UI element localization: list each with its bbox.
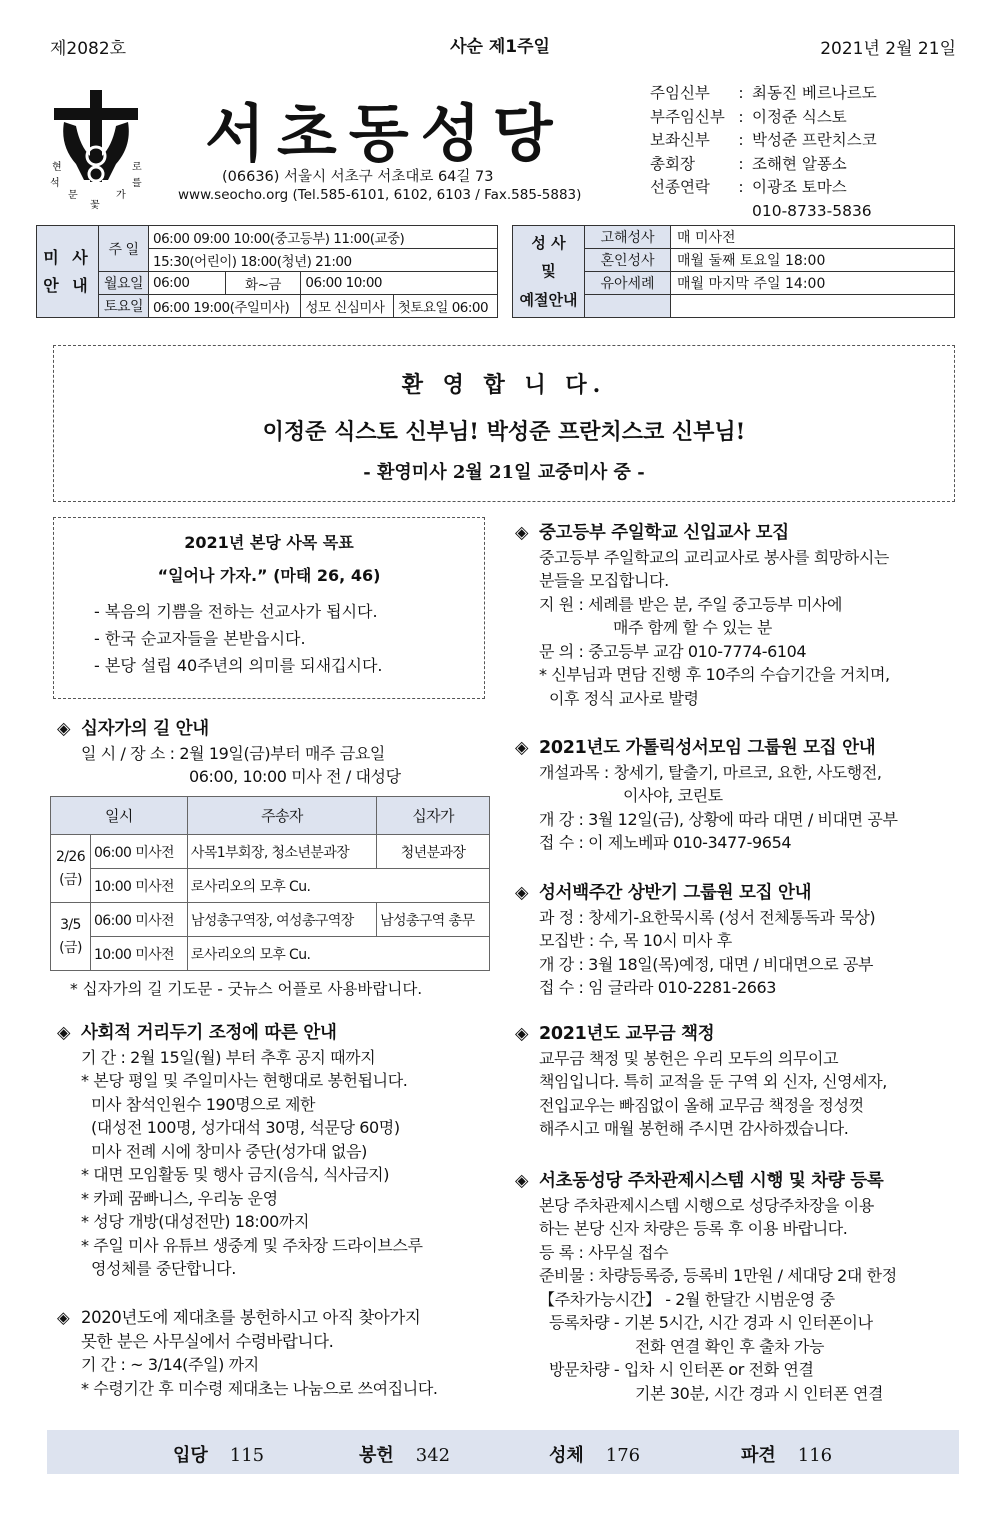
teacher-line: 분들을 모집합니다.: [539, 571, 669, 590]
staff-row: [650, 200, 877, 224]
bible-group-line: 개설과목 : 창세기, 탈출기, 마르코, 요한, 사도행전,: [539, 762, 882, 782]
column-header: 일시: [51, 797, 188, 835]
bible-week-section: [515, 882, 955, 1000]
mass-day-monday: 월요일: [99, 272, 149, 295]
mass-schedule-table: [36, 225, 498, 318]
bulletin-date: 2021년 2월 21일: [820, 39, 956, 59]
table-row: [51, 937, 490, 971]
sacraments-table: [512, 225, 955, 318]
sacrament-kind: 혼인성사: [585, 249, 671, 272]
staff-name: 이정준 식스토: [752, 107, 847, 126]
bible-week-line: 접 수 : 임 글라라 010-2281-2663: [539, 978, 777, 997]
staff-list: [650, 82, 877, 223]
section-title: ◈ 2021년도 가톨릭성서모임 그룹원 모집 안내: [515, 737, 955, 761]
distancing-line: (대성전 100명, 성가대석 30명, 석문당 60명): [91, 1118, 400, 1137]
stat-offering: 봉헌 342: [359, 1445, 451, 1466]
mass-day-saturday: 토요일: [99, 295, 149, 318]
liturgical-week: 사순 제1주일: [450, 37, 550, 57]
staff-row: 선종연락 : 이광조 토마스: [650, 176, 877, 200]
stat-dismissal: 파견 116: [741, 1445, 833, 1466]
altar-candle-section: [57, 1306, 492, 1400]
teacher-line: 중고등부 주일학교의 교리교사로 봉사를 희망하시는: [539, 547, 889, 567]
logo-char-6: 를: [132, 178, 142, 189]
way-leader: 사목1부회장, 청소년분과장: [187, 835, 376, 869]
distancing-line: 미사 참석인원수 190명으로 제한: [91, 1094, 316, 1114]
way-date: 3/5 (금): [51, 903, 91, 971]
candle-line: * 수령기간 후 미수령 제대초는 나눔으로 쓰여집니다.: [81, 1378, 438, 1398]
distancing-line: * 본당 평일 및 주일미사는 현행대로 봉헌됩니다.: [81, 1071, 408, 1090]
section-title: ◈ 성서백주간 상반기 그룹원 모집 안내: [515, 882, 955, 906]
list-item: - 한국 순교자들을 본받읍시다.: [94, 629, 306, 648]
dues-line: 해주시고 매월 봉헌해 주시면 감사하겠습니다.: [539, 1119, 849, 1138]
parking-line: 등 록 : 사무실 접수: [539, 1242, 669, 1262]
section-title: ◈ 사회적 거리두기 조정에 따른 안내: [57, 1022, 492, 1046]
dues-section: [515, 1023, 955, 1141]
way-time: 10:00 미사전: [91, 937, 188, 971]
bible-week-line: 모집반 : 수, 목 10시 미사 후: [539, 931, 732, 950]
way-leader: 로사리오의 모후 Cu.: [187, 869, 489, 903]
way-note: * 십자가의 길 기도문 - 굿뉴스 어플로 사용바랍니다.: [70, 980, 423, 998]
table-row: [51, 835, 490, 869]
goals-verse: “일어나 가자.” (마태 26, 46): [157, 566, 381, 585]
goals-title: 2021년 본당 사목 목표: [184, 533, 354, 552]
candle-line: 못한 분은 사무실에서 수령바랍니다.: [81, 1331, 334, 1351]
way-cross-bearer: 청년분과장: [377, 835, 490, 869]
way-of-cross-section: [57, 718, 492, 789]
dues-line: 책임입니다. 특히 교적을 둔 구역 외 신자, 신영세자,: [539, 1072, 887, 1091]
diamond-bullet-icon: ◈: [515, 738, 529, 758]
bible-week-line: 개 강 : 3월 18일(목)예정, 대면 / 비대면으로 공부: [539, 954, 874, 974]
distancing-line: * 주일 미사 유튜브 생중계 및 주차장 드라이브스루: [81, 1235, 423, 1255]
list-item: - 본당 설립 40주년의 의미를 되새깁시다.: [94, 656, 383, 675]
issue-number: 제2082호: [50, 39, 127, 59]
diamond-bullet-icon: ◈: [515, 523, 529, 543]
dues-line: 교무금 책정 및 봉헌은 우리 모두의 의무이고: [539, 1048, 839, 1068]
section-title: ◈ 서초동성당 주차관제시스템 시행 및 차량 등록: [515, 1170, 955, 1194]
mass-saturday-time: 06:00 19:00(주일미사): [149, 295, 301, 318]
table-row: [51, 903, 490, 937]
mass-day-tuefri: 화~금: [225, 272, 301, 295]
sacrament-kind: 고해성사: [585, 226, 671, 249]
logo-char-5: 가: [116, 190, 126, 201]
distancing-section: [57, 1022, 492, 1281]
sacraments-table-title: 성 사 및 예절안내: [513, 226, 585, 318]
bible-group-line: 접 수 : 이 제노베파 010-3477-9654: [539, 833, 792, 852]
stat-entrance: 입당 115: [173, 1445, 265, 1466]
sacrament-kind-empty: [585, 295, 671, 318]
parking-section: [515, 1170, 955, 1405]
mass-sunday-times-1: 06:00 09:00 10:00(중고등부) 11:00(교중): [149, 226, 498, 249]
sacrament-time: 매월 둘째 토요일 18:00: [671, 249, 955, 272]
parking-line: 준비물 : 차량등록증, 등록비 1만원 / 세대당 2대 한정: [539, 1266, 897, 1285]
mass-monday-time: 06:00: [149, 272, 226, 295]
way-leader: 남성총구역장, 여성총구역장: [187, 903, 376, 937]
parking-line: 방문차량 - 입차 시 인터폰 or 전화 연결: [549, 1360, 814, 1379]
staff-row: 보좌신부 : 박성준 프란치스코: [650, 129, 877, 153]
table-row: [51, 869, 490, 903]
parking-line: 전화 연결 확인 후 출차 가능: [635, 1336, 825, 1356]
parking-line: 본당 주차관제시스템 시행으로 성당주차장을 이용: [539, 1195, 874, 1215]
diamond-bullet-icon: ◈: [515, 1171, 529, 1191]
teacher-recruit-section: [515, 522, 955, 710]
diamond-bullet-icon: ◈: [515, 1024, 529, 1044]
way-time: 06:00 미사전: [91, 835, 188, 869]
staff-row: 총회장 : 조해현 알퐁소: [650, 153, 877, 177]
staff-phone: 010-8733-5836: [752, 201, 872, 220]
staff-name: 이광조 토마스: [752, 178, 847, 196]
staff-role: 부주임신부: [650, 107, 725, 126]
bible-group-line: 이사야, 코린토: [623, 786, 723, 805]
sacrament-kind: 유아세례: [585, 272, 671, 295]
list-item: - 복음의 기쁨을 전하는 선교사가 됩시다.: [94, 602, 378, 621]
diamond-bullet-icon: ◈: [57, 1023, 71, 1043]
church-contact: www.seocho.org (Tel.585-6101, 6102, 6103 / Fax.585-5883): [178, 187, 582, 203]
parking-line: 등록차량 - 기본 5시간, 시간 경과 시 인터폰이나: [549, 1313, 873, 1332]
distancing-line: 미사 전례 시에 창미사 중단(성가대 없음): [91, 1141, 368, 1161]
staff-name: 최동진 베르나르도: [752, 84, 877, 102]
welcome-line-2: 이정준 식스토 신부님! 박성준 프란치스코 신부님!: [262, 419, 746, 445]
logo-char-7: 로: [132, 162, 142, 173]
staff-name: 박성준 프란치스코: [752, 131, 877, 149]
stat-communion: 성체 176: [549, 1445, 641, 1466]
logo-char-2: 석: [50, 178, 60, 189]
parking-line: 기본 30분, 시간 경과 시 인터폰 연결: [635, 1383, 884, 1403]
sacrament-time: 매월 마지막 주일 14:00: [671, 272, 955, 295]
way-leader: 로사리오의 모후 Cu.: [187, 937, 489, 971]
teacher-line: 지 원 : 세례를 받은 분, 주일 중고등부 미사에: [539, 594, 843, 614]
teacher-line: 문 의 : 중고등부 교감 010-7774-6104: [539, 641, 807, 661]
mass-saturday-first: 첫토요일 06:00: [393, 295, 497, 318]
way-of-cross-table: [50, 796, 490, 971]
pastoral-goals-box: [53, 517, 485, 699]
attendance-stats-bar: [47, 1430, 959, 1474]
mass-sunday-times-2: 15:30(어린이) 18:00(청년) 21:00: [149, 249, 498, 272]
way-cross-bearer: 남성총구역 총무: [377, 903, 490, 937]
mass-table-title: 미 사 안 내: [37, 226, 99, 318]
teacher-line: * 신부님과 면담 진행 후 10주의 수습기간을 거치며,: [539, 665, 890, 684]
candle-line: 기 간 : ~ 3/14(주일) 까지: [81, 1355, 259, 1374]
section-title: ◈ 2020년도에 제대초를 봉헌하시고 아직 찾아가지: [57, 1306, 492, 1330]
way-date: 2/26 (금): [51, 835, 91, 903]
bible-group-line: 개 강 : 3월 12일(금), 상황에 따라 대면 / 비대면 공부: [539, 809, 898, 829]
staff-role: 선종연락: [650, 178, 710, 196]
diamond-bullet-icon: ◈: [515, 883, 529, 903]
sacrament-time: 매 미사전: [671, 226, 955, 249]
welcome-line-1: 환 영 합 니 다.: [401, 372, 607, 398]
teacher-line: 이후 정식 교사로 발령: [549, 688, 699, 708]
parking-line: 하는 본당 신자 차량은 등록 후 이용 바랍니다.: [539, 1219, 848, 1238]
section-title: ◈ 십자가의 길 안내: [57, 718, 492, 742]
distancing-line: 기 간 : 2월 15일(월) 부터 추후 공지 때까지: [81, 1047, 376, 1067]
mass-day-sunday: 주 일: [99, 226, 149, 272]
cross-hands-emblem-icon: [46, 86, 146, 216]
column-header: 십자가: [377, 797, 490, 835]
logo-char-1: 현: [52, 162, 62, 173]
staff-row: 부주임신부 : 이정준 식스토: [650, 106, 877, 130]
section-title: ◈ 중고등부 주일학교 신입교사 모집: [515, 522, 955, 546]
staff-name: 조해현 알퐁소: [752, 154, 847, 173]
church-address: (06636) 서울시 서초구 서초대로 64길 73: [222, 169, 494, 185]
staff-role: [650, 200, 730, 224]
diamond-bullet-icon: ◈: [57, 1308, 70, 1327]
staff-role: 총회장: [650, 154, 695, 173]
mass-saturday-mary: 성모 신심미사: [301, 295, 393, 318]
way-time: 06:00 미사전: [91, 903, 188, 937]
diamond-bullet-icon: ◈: [57, 719, 71, 739]
mass-tuefri-time: 06:00 10:00: [301, 272, 498, 295]
staff-row: 주임신부 : 최동진 베르나르도: [650, 82, 877, 106]
teacher-line: 매주 함께 할 수 있는 분: [613, 618, 772, 637]
distancing-line: * 성당 개방(대성전만) 18:00까지: [81, 1212, 310, 1231]
distancing-line: * 카페 꿈빠니스, 우리농 운영: [81, 1188, 278, 1208]
welcome-line-3: - 환영미사 2월 21일 교중미사 중 -: [363, 462, 645, 483]
goals-list: [54, 598, 484, 679]
bible-group-section: [515, 737, 955, 855]
logo-char-3: 문: [68, 190, 78, 201]
distancing-line: * 대면 모임활동 및 행사 금지(음식, 식사금지): [81, 1165, 390, 1184]
way-time: 10:00 미사전: [91, 869, 188, 903]
sacrament-time-empty: [671, 295, 955, 318]
welcome-banner: [53, 345, 955, 502]
way-schedule-line: 06:00, 10:00 미사 전 / 대성당: [189, 767, 401, 786]
logo-char-4: 꽃: [90, 200, 100, 211]
dues-line: 전입교우는 빠짐없이 올해 교무금 책정을 정성껏: [539, 1095, 864, 1115]
parking-line: 【주차가능시간】 - 2월 한달간 시범운영 중: [539, 1289, 835, 1309]
church-name: 서초동성당: [205, 97, 565, 170]
distancing-line: 영성체를 중단합니다.: [91, 1259, 236, 1278]
bible-week-line: 과 정 : 창세기-요한묵시록 (성서 전체통독과 묵상): [539, 907, 876, 927]
section-title: ◈ 2021년도 교무금 책정: [515, 1023, 955, 1047]
staff-role: 주임신부: [650, 84, 710, 102]
staff-role: 보좌신부: [650, 131, 710, 149]
way-schedule-line: 일 시 / 장 소 : 2월 19일(금)부터 매주 금요일: [81, 743, 385, 763]
column-header: 주송자: [187, 797, 376, 835]
